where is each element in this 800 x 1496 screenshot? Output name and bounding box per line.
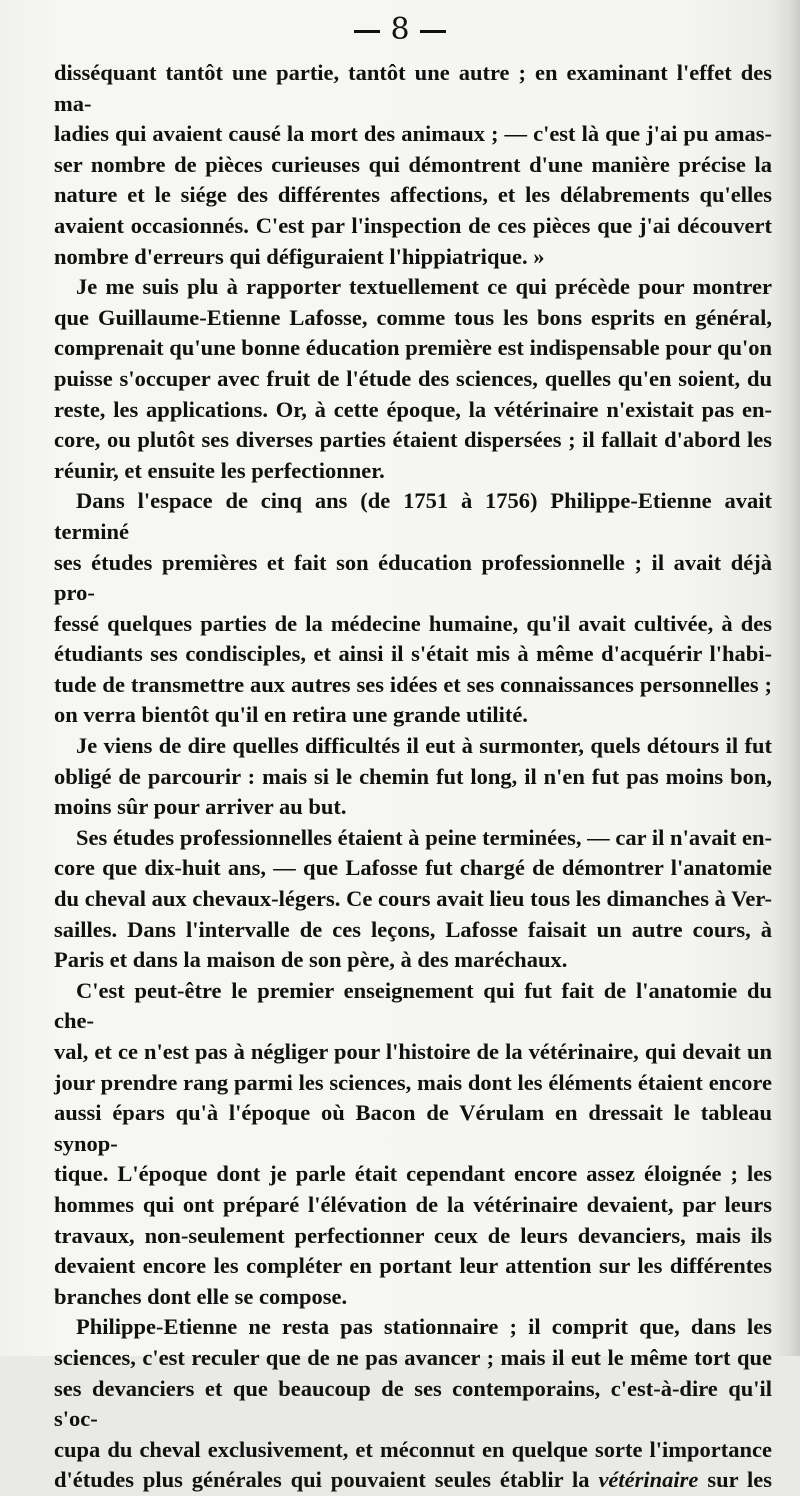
text-line: Philippe-Etienne ne resta pas stationnaire ; il comprit que, dans les bbox=[76, 1314, 772, 1340]
text-line: ladies qui avaient causé la mort des animaux ; — c'est là que j'ai pu amas- bbox=[54, 121, 772, 147]
text-line: C'est peut-être le premier enseignement qui fut fait de l'anatomie du che- bbox=[54, 977, 772, 1034]
text-line: sciences, c'est reculer que de ne pas avancer ; mais il eut le même tort que bbox=[54, 1344, 772, 1370]
text-line: que Guillaume-Etienne Lafosse, comme tous les bons esprits en général, bbox=[54, 304, 772, 330]
header-dash-right bbox=[420, 30, 446, 33]
text-line: Je viens de dire quelles difficultés il eut à surmonter, quels détours il fut bbox=[76, 733, 772, 759]
header-dash-left bbox=[354, 30, 380, 33]
text-line: ses devanciers et que beaucoup de ses contemporains, c'est-à-dire qu'il s'oc- bbox=[54, 1375, 772, 1432]
text-line: obligé de parcourir : mais si le chemin fut long, il n'en fut pas moins bon, bbox=[54, 763, 772, 789]
text-line: disséquant tantôt une partie, tantôt une autre ; en examinant l'effet des ma- bbox=[54, 60, 772, 116]
text-line: nature et le siége des différentes affections, et les délabrements qu'elles bbox=[54, 182, 772, 208]
text-line: fessé quelques parties de la médecine humaine, qu'il avait cultivée, à des bbox=[54, 610, 772, 636]
text-line: avaient occasionnés. C'est par l'inspection de ces pièces que j'ai découvert bbox=[54, 212, 772, 238]
text-line: ses études premières et fait son éducation professionnelle ; il avait déjà pro- bbox=[54, 549, 772, 606]
text-line: aussi épars qu'à l'époque où Bacon de Vérulam en dressait le tableau synop- bbox=[54, 1100, 772, 1156]
text-line: ser nombre de pièces curieuses qui démontrent d'une manière précise la bbox=[54, 151, 772, 177]
text-line: nombre d'erreurs qui défiguraient l'hippiatrique. » bbox=[54, 243, 545, 269]
text-line: tude de transmettre aux autres ses idées et ses connaissances personnelles ; bbox=[54, 671, 772, 697]
text-line: val, et ce n'est pas à négliger pour l'histoire de la vétérinaire, qui devait un bbox=[54, 1039, 772, 1064]
body-text bbox=[54, 58, 772, 1496]
text-line: Ses études professionnelles étaient à peine terminées, — car il n'avait en- bbox=[76, 824, 772, 850]
page-gutter-shadow bbox=[772, 0, 800, 1356]
text-line: core, ou plutôt ses diverses parties étaient dispersées ; il fallait d'abord les bbox=[54, 427, 772, 453]
text-line: tique. L'époque dont je parle était cependant encore assez éloignée ; les bbox=[54, 1161, 772, 1187]
text-line: réunir, et ensuite les perfectionner. bbox=[54, 457, 385, 483]
text-line: étudiants ses condisciples, et ainsi il s'était mis à même d'acquérir l'habi- bbox=[54, 641, 772, 667]
text-line: du cheval aux chevaux-légers. Ce cours avait lieu tous les dimanches à Ver- bbox=[54, 886, 772, 912]
last-line-tail: sur les bbox=[707, 1467, 773, 1493]
text-line: moins sûr pour arriver au but. bbox=[54, 794, 347, 820]
text-line: on verra bientôt qu'il en retira une grande utilité. bbox=[54, 702, 528, 728]
text-line: devaient encore les compléter en portant leur attention sur les différentes bbox=[54, 1253, 772, 1279]
page-header bbox=[0, 12, 800, 47]
text-line: core que dix-huit ans, — que Lafosse fut chargé de démontrer l'anatomie bbox=[54, 855, 772, 881]
text-line-last bbox=[54, 1465, 772, 1496]
text-line: Paris et dans la maison de son père, à des maréchaux. bbox=[54, 947, 568, 973]
text-line: puisse s'occuper avec fruit de l'étude des sciences, quelles qu'en soient, du bbox=[54, 365, 772, 391]
text-line: comprenait qu'une bonne éducation première est indispensable pour qu'on bbox=[54, 335, 772, 361]
text-line: travaux, non-seulement perfectionner ceux de leurs devanciers, mais ils bbox=[54, 1222, 772, 1248]
last-line-text: d'études plus générales qui pouvaient seules établir la bbox=[54, 1467, 590, 1493]
text-line: reste, les applications. Or, à cette époque, la vétérinaire n'existait pas en- bbox=[54, 396, 772, 422]
text-line: jour prendre rang parmi les sciences, mais dont les éléments étaient encore bbox=[54, 1069, 772, 1095]
text-line: hommes qui ont préparé l'élévation de la vétérinaire devaient, par leurs bbox=[54, 1191, 772, 1217]
text-line: sailles. Dans l'intervalle de ces leçons, Lafosse faisait un autre cours, à bbox=[54, 916, 772, 942]
text-line: Dans l'espace de cinq ans (de 1751 à 1756) Philippe-Etienne avait terminé bbox=[54, 488, 772, 544]
text-line: Je me suis plu à rapporter textuellement ce qui précède pour montrer bbox=[76, 274, 772, 300]
emphasis-word: vétérinaire bbox=[598, 1467, 699, 1493]
text-line: branches dont elle se compose. bbox=[54, 1283, 348, 1309]
page-number: 8 bbox=[390, 12, 410, 47]
text-line: cupa du cheval exclusivement, et méconnut en quelque sorte l'importance bbox=[54, 1436, 772, 1462]
